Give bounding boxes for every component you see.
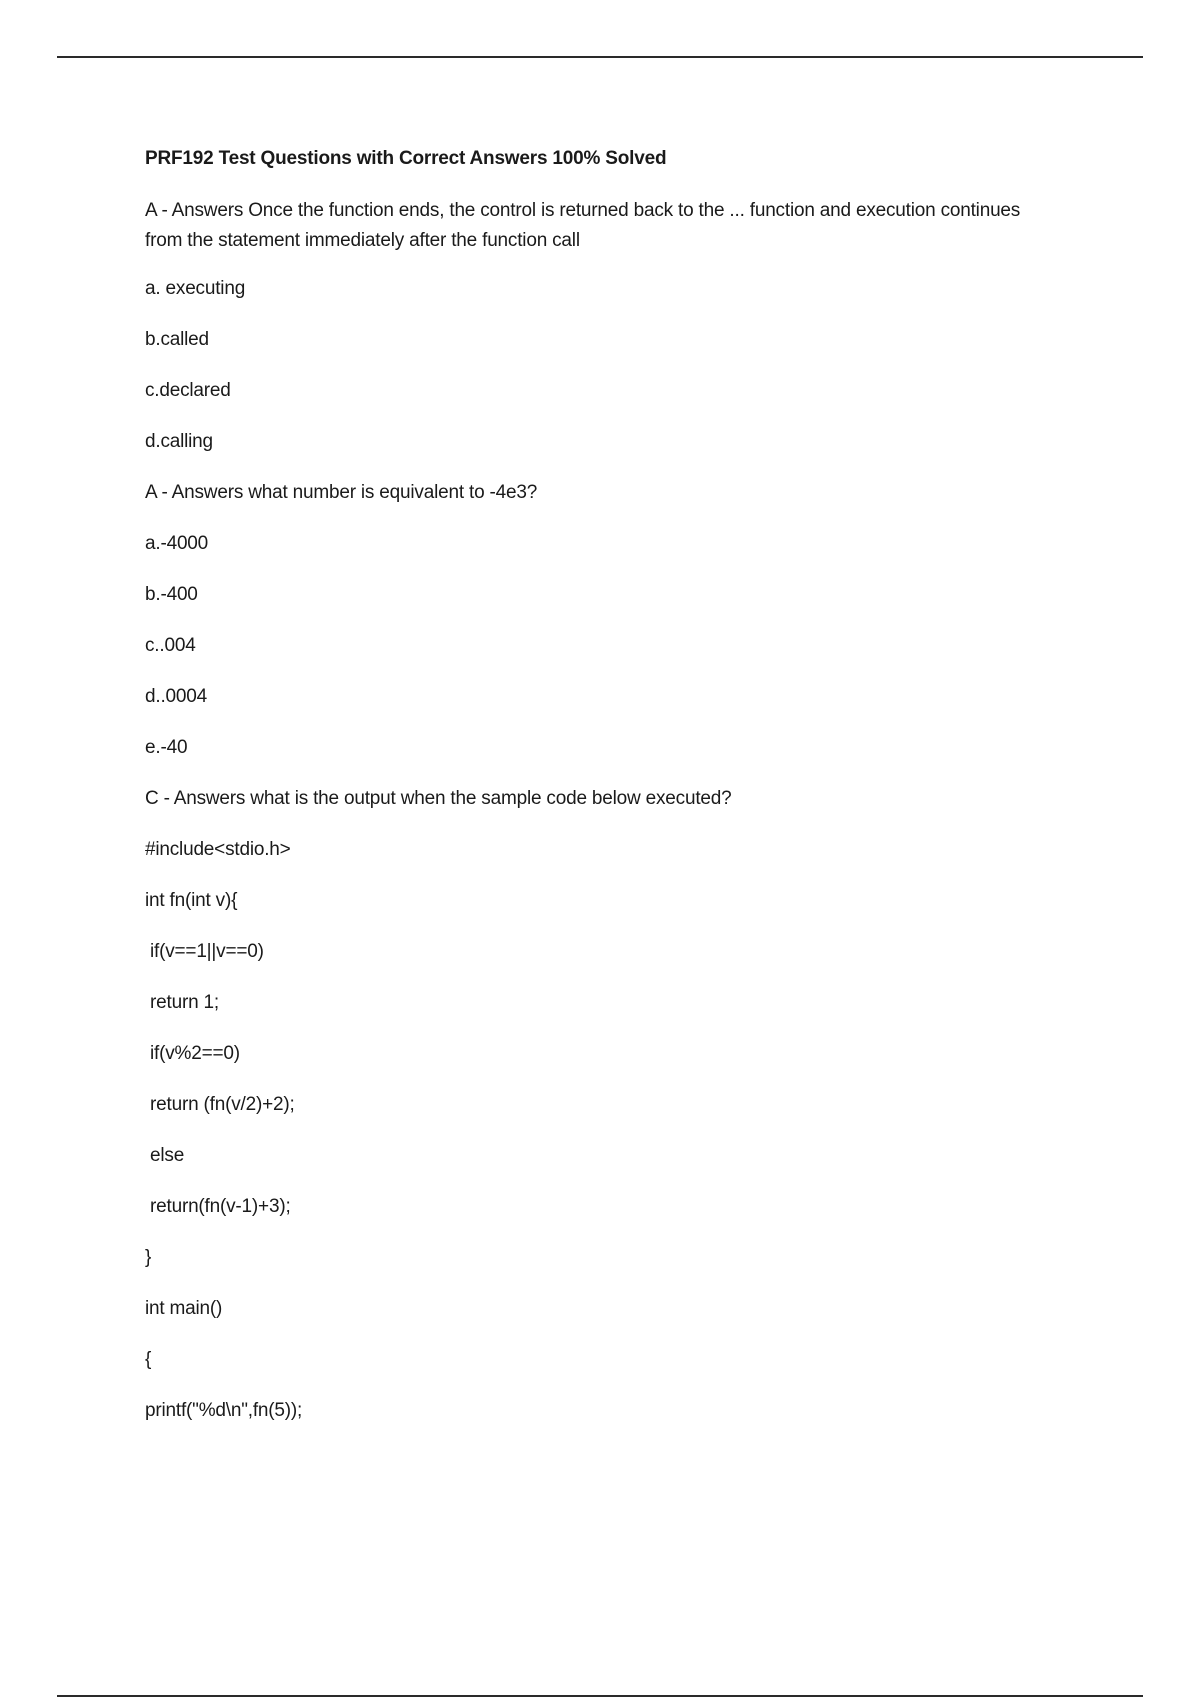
question-2-option-d: d..0004	[145, 686, 207, 707]
document-body	[145, 144, 1045, 1447]
question-2-option-e: e.-40	[145, 737, 188, 758]
code-line: return 1;	[150, 992, 219, 1013]
code-line: {	[145, 1349, 152, 1370]
code-line: int main()	[145, 1298, 223, 1319]
code-line: printf("%d\n",fn(5));	[145, 1400, 303, 1421]
code-line: else	[150, 1145, 185, 1166]
code-line: #include<stdio.h>	[145, 839, 291, 860]
code-line: if(v==1||v==0)	[150, 941, 264, 962]
question-2-option-c: c..004	[145, 635, 196, 656]
code-line: }	[145, 1247, 152, 1268]
question-3-text: C - Answers what is the output when the sample code below executed?	[145, 788, 732, 809]
code-line: int fn(int v){	[145, 890, 238, 911]
question-1-option-d: d.calling	[145, 431, 213, 452]
code-line: if(v%2==0)	[150, 1043, 240, 1064]
header-rule	[57, 56, 1143, 58]
question-1-option-a: a. executing	[145, 278, 246, 299]
question-2-text: A - Answers what number is equivalent to -4e3?	[145, 482, 538, 503]
question-1-text: A - Answers Once the function ends, the control is returned back to the ... function and execution continues from the statement immediately after the function call	[145, 200, 1021, 251]
question-2-option-a: a.-4000	[145, 533, 209, 554]
code-line: return (fn(v/2)+2);	[150, 1094, 295, 1115]
footer-rule	[57, 1695, 1143, 1697]
document-title: PRF192 Test Questions with Correct Answers 100% Solved	[145, 148, 667, 169]
question-1-option-c: c.declared	[145, 380, 231, 401]
code-line: return(fn(v-1)+3);	[150, 1196, 291, 1217]
question-2-option-b: b.-400	[145, 584, 198, 605]
question-1-option-b: b.called	[145, 329, 209, 350]
